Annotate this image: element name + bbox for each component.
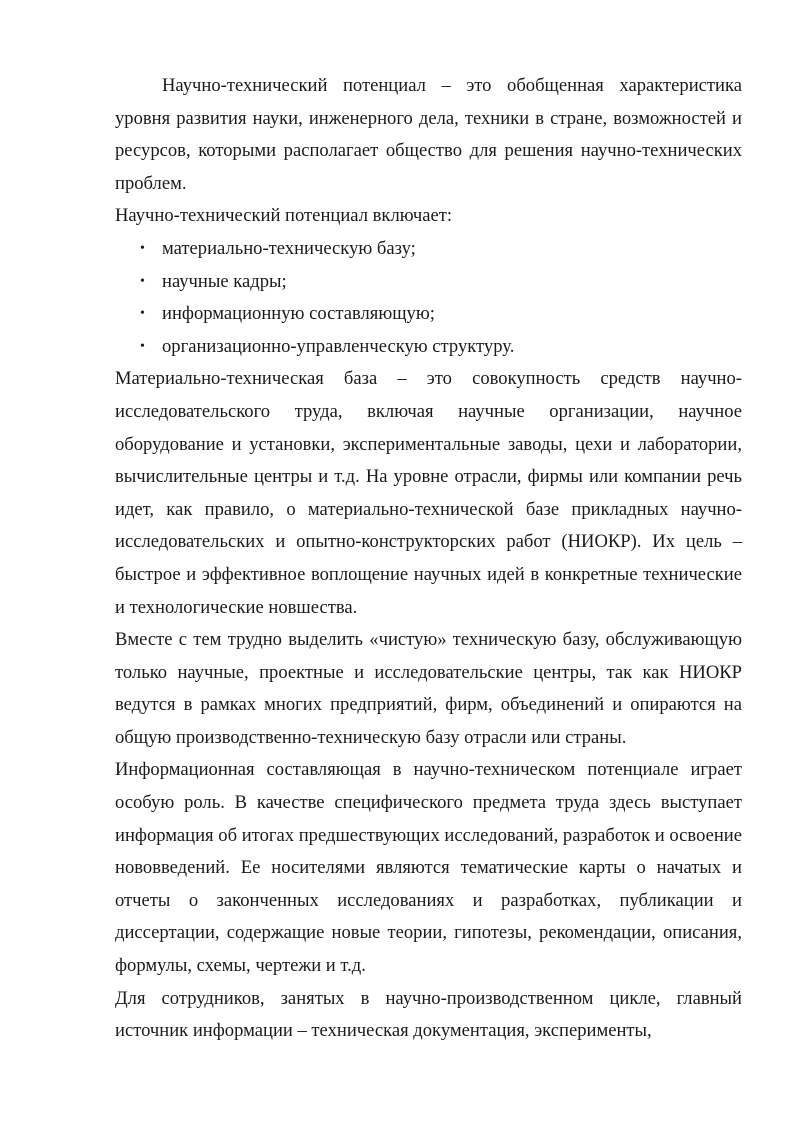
bullet-icon: • [140, 306, 145, 322]
list-item-text: информационную составляющую; [162, 303, 435, 325]
bullet-icon: • [140, 273, 145, 289]
paragraph-material-base: Материально-техническая база – это совокупность средств научно-исследовательского труда, включая научные организации, научное оборудование и установки, экспериментальные заводы, цехи и лаборатории, вычислительные центры и т.д. На уровне отрасли, фирмы или компании речь идет, как правило, о материально-технической базе прикладных научно-исследовательских и опытно-конструкторских работ (НИОКР). Их цель – быстрое и эффективное воплощение научных идей в конкретные технические и технологические новшества. [115, 368, 742, 618]
list-item [115, 266, 742, 299]
document-page [115, 70, 742, 1048]
list-item-text: материально-техническую базу; [162, 237, 416, 259]
paragraph-list-intro: Научно-технический потенциал включает: [115, 205, 453, 227]
paragraph-technical-base: Вместе с тем трудно выделить «чистую» техническую базу, обслуживающую только научные, проектные и исследовательские центры, так как НИОКР ведутся в рамках многих предприятий, фирм, объединений и опираются на общую производственно-техническую базу отрасли или страны. [115, 629, 742, 748]
paragraph-information-component: Информационная составляющая в научно-техническом потенциале играет особую роль. В качестве специфического предмета труда здесь выступает информация об итогах предшествующих исследований, разработок и освоение нововведений. Ее носителями являются тематические карты о начатых и отчеты о законченных исследованиях и разработках, публикации и диссертации, содержащие новые теории, гипотезы, рекомендации, описания, формулы, схемы, чертежи и т.д. [115, 759, 742, 977]
list-item-text: организационно-управленческую структуру. [162, 335, 515, 357]
list-item-text: научные кадры; [162, 270, 287, 292]
paragraph-definition: Научно-технический потенциал – это обобщенная характеристика уровня развития науки, инженерного дела, техники в стране, возможностей и ресурсов, которыми располагает общество для решения научно-технических проблем. [115, 75, 742, 194]
list-item [115, 331, 742, 364]
paragraph-information-source: Для сотрудников, занятых в научно-производственном цикле, главный источник информации – техническая документация, эксперименты, [115, 987, 742, 1042]
bullet-icon: • [140, 338, 145, 354]
components-list [115, 233, 742, 363]
list-item [115, 298, 742, 331]
list-item [115, 233, 742, 266]
bullet-icon: • [140, 240, 145, 256]
